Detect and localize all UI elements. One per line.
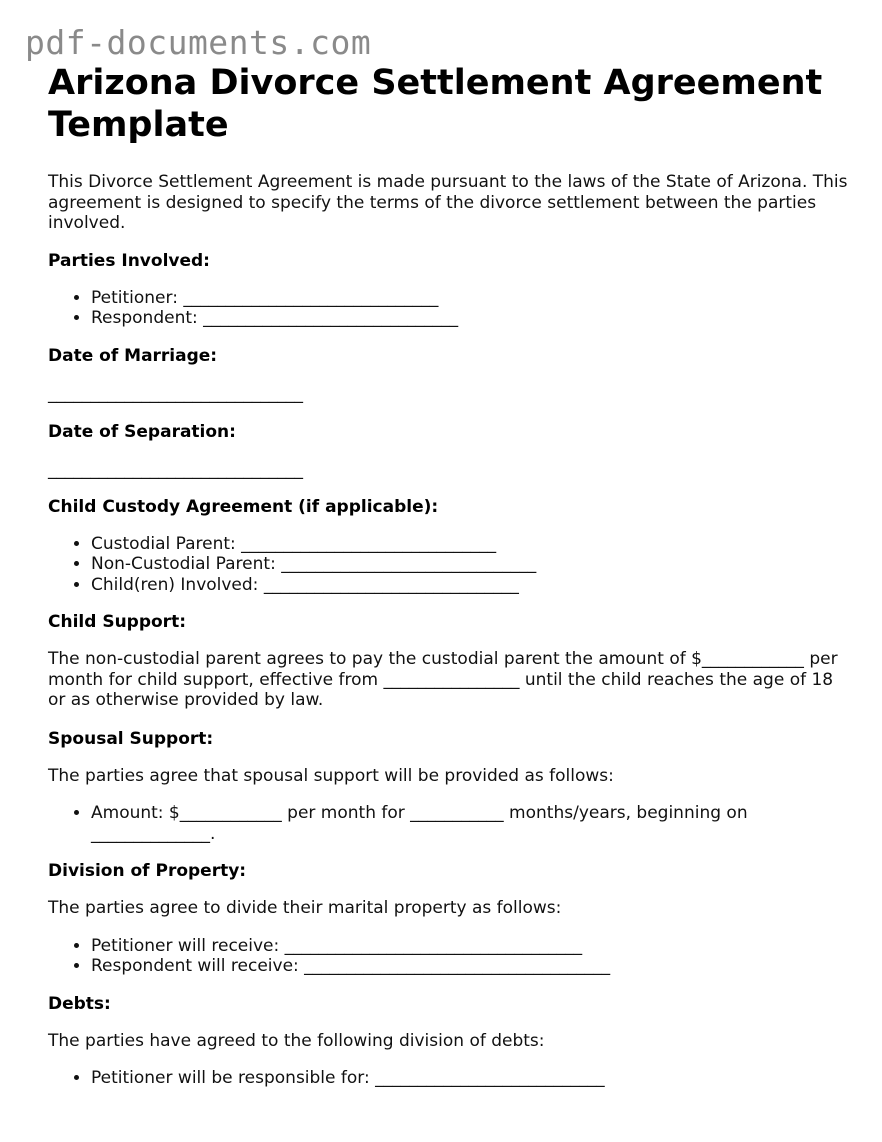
- respondent-receives-item: • Respondent will receive: ____________________________________: [91, 956, 848, 977]
- non-custodial-parent-item: • Non-Custodial Parent: ______________________________: [91, 554, 848, 575]
- custody-list: [48, 534, 848, 596]
- intro-paragraph: This Divorce Settlement Agreement is made pursuant to the laws of the State of Arizona. This agreement is designed to specify the terms of the divorce settlement between the parties involved.: [48, 172, 848, 233]
- marriage-date-blank: ______________________________: [48, 383, 303, 404]
- debts-heading: Debts:: [48, 993, 111, 1014]
- property-text: The parties agree to divide their marital property as follows:: [48, 898, 562, 918]
- debts-text: The parties have agreed to the following division of debts:: [48, 1030, 545, 1051]
- custody-heading: Child Custody Agreement (if applicable):: [48, 496, 439, 517]
- parties-heading: Parties Involved:: [48, 250, 210, 271]
- watermark: pdf-documents.com: [25, 23, 372, 62]
- property-heading: Division of Property:: [48, 861, 247, 881]
- child-support-text: The non-custodial parent agrees to pay the custodial parent the amount of $____________ per month for child support, effective from ________________ until the child reaches the age of 18 or as otherwise provided by law.: [48, 649, 838, 710]
- custodial-parent-item: • Custodial Parent: ______________________________: [91, 534, 848, 555]
- separation-date-heading: Date of Separation:: [48, 421, 236, 442]
- spousal-support-heading: Spousal Support:: [48, 728, 214, 749]
- spousal-amount-item: • Amount: $____________ per month for ___________ months/years, beginning on ______________.: [91, 803, 848, 844]
- document-title: Arizona Divorce Settlement Agreement Template: [48, 63, 823, 145]
- debts-list: [48, 1068, 848, 1089]
- spousal-support-list: [48, 803, 848, 844]
- petitioner-receives-item: • Petitioner will receive: ___________________________________: [91, 936, 848, 957]
- children-involved-item: • Child(ren) Involved: ______________________________: [91, 575, 848, 596]
- separation-date-blank: ______________________________: [48, 459, 303, 480]
- parties-list: [48, 288, 848, 329]
- property-list: [48, 936, 848, 977]
- petitioner-item: • Petitioner: ______________________________: [91, 288, 848, 309]
- petitioner-debts-item: • Petitioner will be responsible for: ___________________________: [91, 1068, 848, 1089]
- child-support-heading: Child Support:: [48, 612, 186, 632]
- respondent-item: • Respondent: ______________________________: [91, 308, 848, 329]
- spousal-support-text: The parties agree that spousal support will be provided as follows:: [48, 765, 614, 786]
- document-body: [48, 62, 848, 1089]
- marriage-date-heading: Date of Marriage:: [48, 345, 218, 366]
